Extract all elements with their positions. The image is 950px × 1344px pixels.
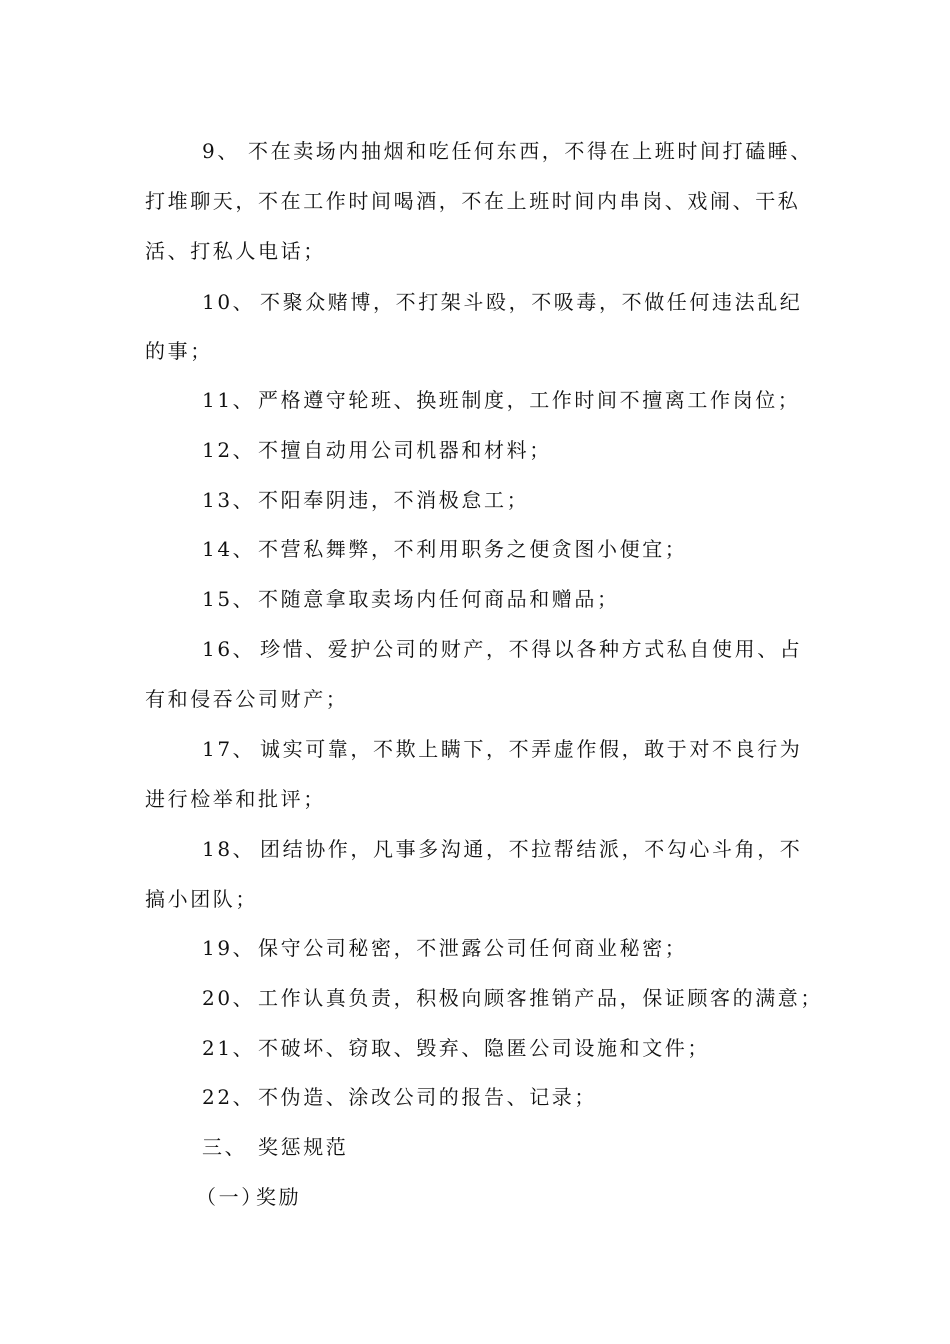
list-item-14: [202, 535, 687, 563]
item-number: 20、: [202, 986, 256, 1010]
item-continuation: 进行检举和批评；: [145, 787, 326, 811]
item-number: 17、: [202, 737, 256, 761]
item-continuation: 活、打私人电话；: [145, 239, 326, 263]
list-item-13: [202, 486, 529, 514]
item-continuation: 打堆聊天，不在工作时间喝酒，不在上班时间内串岗、戏闹、干私: [145, 189, 801, 213]
item-number: 19、: [202, 936, 256, 960]
item-text: 不在卖场内抽烟和吃任何东西，不得在上班时间打磕睡、: [248, 139, 813, 163]
list-item-19: [202, 934, 687, 962]
item-text: 工作认真负责，积极向顾客推销产品，保证顾客的满意；: [258, 986, 823, 1010]
item-number: 13、: [202, 488, 256, 512]
item-number: 9、: [202, 139, 240, 163]
item-continuation: 搞小团队；: [145, 887, 258, 911]
item-text: 不擅自动用公司机器和材料；: [258, 438, 552, 462]
list-item-17: [202, 735, 802, 763]
list-item-20: [202, 984, 823, 1012]
section-heading: [202, 1133, 348, 1161]
item-text: 保守公司秘密，不泄露公司任何商业秘密；: [258, 936, 688, 960]
item-text: 不伪造、涂改公司的报告、记录；: [258, 1085, 597, 1109]
subsection-heading: [196, 1183, 301, 1211]
item-number: 14、: [202, 537, 256, 561]
item-text: 不营私舞弊，不利用职务之便贪图小便宜；: [258, 537, 688, 561]
list-item-22: [202, 1083, 597, 1111]
item-number: 10、: [202, 290, 256, 314]
item-text: 不破坏、窃取、毁弃、隐匿公司设施和文件；: [258, 1036, 710, 1060]
item-continuation: 的事；: [145, 339, 213, 363]
item-number: 16、: [202, 637, 256, 661]
item-number: 18、: [202, 837, 256, 861]
item-text: 不阳奉阴违，不消极怠工；: [258, 488, 530, 512]
item-text: 诚实可靠，不欺上瞒下，不弄虚作假，敢于对不良行为: [260, 737, 803, 761]
item-number: 11、: [202, 388, 256, 412]
section-number: 三、: [202, 1135, 248, 1159]
item-continuation: 有和侵吞公司财产；: [145, 687, 349, 711]
item-text: 不随意拿取卖场内任何商品和赠品；: [258, 587, 620, 611]
item-text: 不聚众赌博，不打架斗殴，不吸毒，不做任何违法乱纪: [260, 290, 803, 314]
list-item-12: [202, 436, 552, 464]
list-item-18: [202, 835, 802, 863]
list-item-16: [202, 635, 802, 663]
item-text: 严格遵守轮班、换班制度，工作时间不擅离工作岗位；: [258, 388, 801, 412]
list-item-10: [202, 288, 802, 316]
item-text: 珍惜、爱护公司的财产，不得以各种方式私自使用、占: [260, 637, 803, 661]
list-item-21: [202, 1034, 710, 1062]
list-item-15: [202, 585, 620, 613]
item-number: 21、: [202, 1036, 256, 1060]
list-item-11: [202, 386, 800, 414]
section-title: 奖惩规范: [258, 1135, 349, 1159]
item-text: 团结协作，凡事多沟通，不拉帮结派，不勾心斗角，不: [260, 837, 803, 861]
subsection-number: （一）: [196, 1185, 264, 1209]
item-number: 12、: [202, 438, 256, 462]
item-number: 22、: [202, 1085, 256, 1109]
list-item-9: [202, 137, 813, 165]
subsection-title: 奖励: [256, 1185, 302, 1209]
item-number: 15、: [202, 587, 256, 611]
